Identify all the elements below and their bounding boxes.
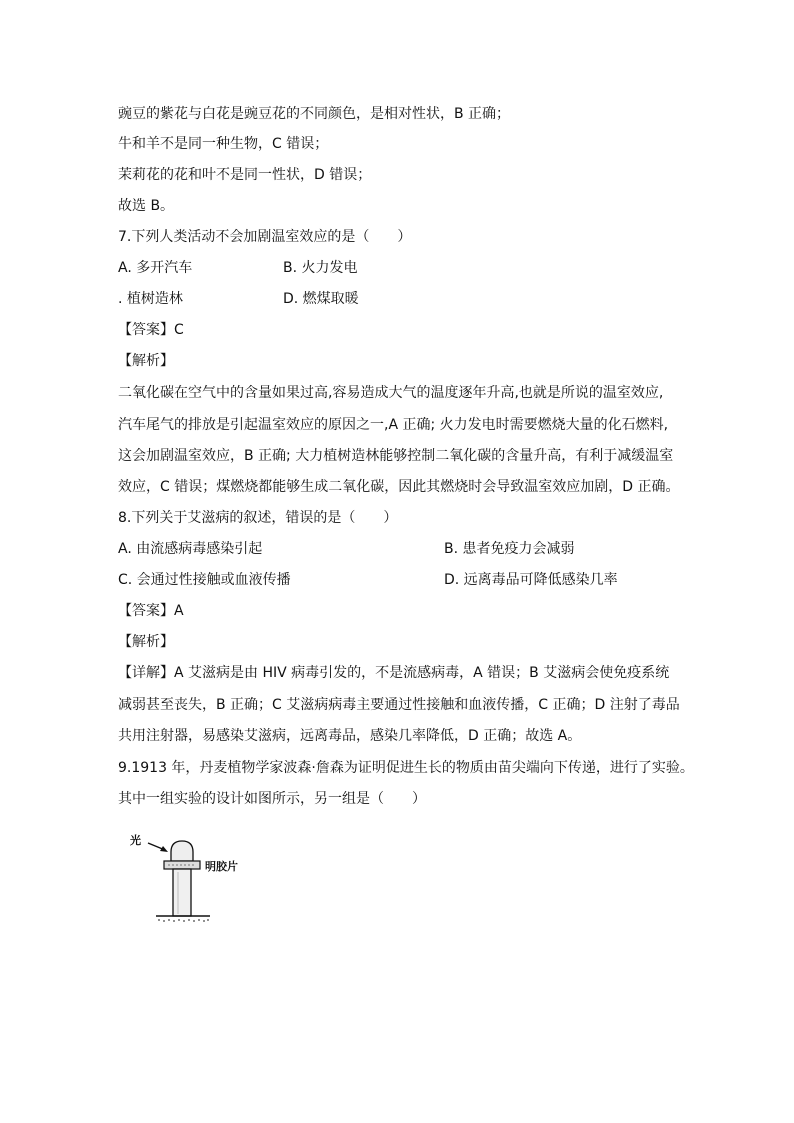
- q7-option-c: . 植树造林: [118, 291, 183, 307]
- q8-detail-line-2: 减弱甚至丧失，B 正确；C 艾滋病病毒主要通过性接触和血液传播，C 正确；D 注射了毒品: [118, 697, 680, 713]
- q7-answer: 【答案】C: [118, 322, 184, 338]
- gelatin-label: 明胶片: [205, 860, 238, 873]
- coleoptile-stem: [173, 869, 191, 916]
- coleoptile-tip: [171, 841, 193, 861]
- q7-analysis-line-3: 这会加剧温室效应，B 正确; 大力植树造林能够控制二氧化碳的含量升高，有利于减缓温室: [118, 448, 674, 464]
- q8-option-c: C. 会通过性接触或血液传播: [118, 572, 291, 588]
- q7-option-a: A. 多开汽车: [118, 260, 193, 276]
- q7-analysis-line-2: 汽车尾气的排放是引起温室效应的原因之一,A 正确; 火力发电时需要燃烧大量的化石燃料,: [118, 417, 669, 433]
- q7-option-b: B. 火力发电: [283, 260, 358, 276]
- q8-option-d: D. 远离毒品可降低感染几率: [444, 572, 618, 588]
- q6-analysis-line-1: 豌豆的紫花与白花是豌豆花的不同颜色，是相对性状，B 正确；: [118, 106, 511, 122]
- q7-analysis-line-1: 二氧化碳在空气中的含量如果过高,容易造成大气的温度逐年升高,也就是所说的温室效应,: [118, 385, 664, 401]
- q7-analysis-label: 【解析】: [118, 353, 174, 369]
- q7-analysis-line-4: 效应，C 错误；煤燃烧都能够生成二氧化碳，因此其燃烧时会导致温室效应加剧，D 正确。: [118, 479, 680, 495]
- q6-analysis-line-2: 牛和羊不是同一种生物，C 错误；: [118, 136, 329, 152]
- q9-stem-line-2: 其中一组实验的设计如图所示，另一组是（ ）: [118, 791, 426, 807]
- q8-detail-line-3: 共用注射器，易感染艾滋病，远离毒品，感染几率降低，D 正确；故选 A。: [118, 728, 582, 744]
- q8-stem: 8.下列关于艾滋病的叙述，错误的是（ ）: [118, 510, 398, 526]
- q8-option-a: A. 由流感病毒感染引起: [118, 541, 263, 557]
- q9-stem-line-1: 9.1913 年，丹麦植物学家波森·詹森为证明促进生长的物质由苗尖端向下传递，进行了实验。: [118, 760, 694, 776]
- q6-conclusion: 故选 B。: [118, 198, 175, 214]
- q7-stem: 7.下列人类活动不会加剧温室效应的是（ ）: [118, 229, 412, 245]
- q6-analysis-line-3: 茉莉花的花和叶不是同一性状，D 错误；: [118, 167, 372, 183]
- light-label: 光: [130, 834, 141, 847]
- q8-analysis-label: 【解析】: [118, 634, 174, 650]
- q8-option-b: B. 患者免疫力会减弱: [444, 541, 575, 557]
- q8-detail-line-1: 【详解】A 艾滋病是由 HIV 病毒引发的，不是流感病毒，A 错误；B 艾滋病会使免疫系统: [118, 665, 670, 681]
- soil-dots: [158, 919, 209, 922]
- q7-option-d: D. 燃煤取暖: [283, 291, 359, 307]
- coleoptile-diagram: [128, 830, 268, 930]
- q8-answer: 【答案】A: [118, 603, 184, 619]
- coleoptile-figure: [128, 830, 268, 930]
